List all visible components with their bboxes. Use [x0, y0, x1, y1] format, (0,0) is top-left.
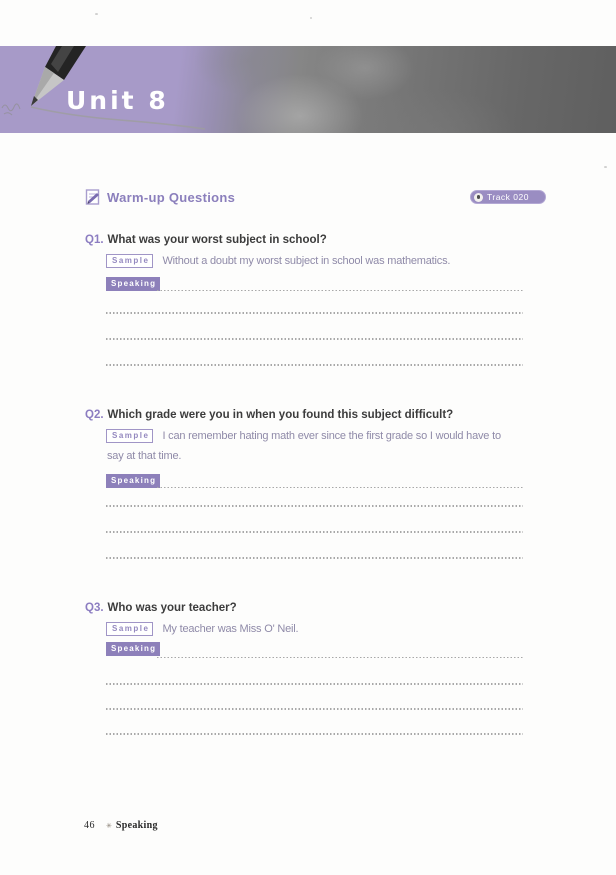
answer-line: [106, 338, 523, 340]
question-block-3: [85, 598, 523, 743]
audio-track-badge: [470, 190, 546, 204]
warmup-header: [85, 188, 235, 206]
answer-line: [157, 657, 523, 659]
sample-answer: My teacher was Miss O' Neil.: [162, 623, 299, 635]
sample-answer-line2: say at that time.: [107, 450, 182, 462]
answer-line: [106, 531, 523, 533]
notepad-pencil-icon: [85, 188, 101, 206]
question-text: Who was your teacher?: [107, 602, 237, 614]
sample-label-chip: Sample: [106, 429, 153, 443]
unit-title: Unit 8: [66, 86, 169, 115]
question-text: Which grade were you in when you found this subject difficult?: [107, 409, 454, 421]
answer-line: [106, 312, 523, 314]
sample-answer: I can remember hating math ever since the first grade so I would have to: [162, 430, 501, 442]
warmup-title: Warm-up Questions: [107, 189, 236, 205]
cd-disc-icon: [474, 193, 483, 202]
answer-line: [106, 683, 523, 685]
answer-line: [106, 733, 523, 735]
speaking-label-chip: Speaking: [106, 474, 160, 488]
answer-line: [106, 708, 523, 710]
scan-speck: [95, 13, 98, 15]
question-number: Q2.: [85, 409, 104, 421]
answer-line: [106, 505, 523, 507]
question-block-2: [85, 405, 523, 567]
scan-speck: [604, 166, 607, 168]
question-number: Q1.: [85, 234, 104, 246]
sample-label-chip: Sample: [106, 622, 153, 636]
footer-section-label: Speaking: [115, 820, 158, 831]
answer-line: [157, 487, 523, 489]
answer-line: [157, 290, 523, 292]
answer-line: [106, 557, 523, 559]
question-block-1: [85, 230, 523, 376]
scan-speck: [310, 17, 312, 19]
question-text: What was your worst subject in school?: [107, 234, 327, 246]
page-number: 46: [84, 820, 95, 831]
track-number-label: Track 020: [487, 192, 529, 202]
question-number: Q3.: [85, 602, 104, 614]
answer-line: [106, 364, 523, 366]
page-footer: [84, 820, 158, 831]
speaking-label-chip: Speaking: [106, 642, 160, 656]
sample-label-chip: Sample: [106, 254, 153, 268]
speaking-label-chip: Speaking: [106, 277, 160, 291]
sample-answer: Without a doubt my worst subject in school was mathematics.: [162, 255, 451, 267]
footer-divider-icon: ✳: [106, 821, 112, 830]
unit-header-band: [0, 46, 616, 133]
